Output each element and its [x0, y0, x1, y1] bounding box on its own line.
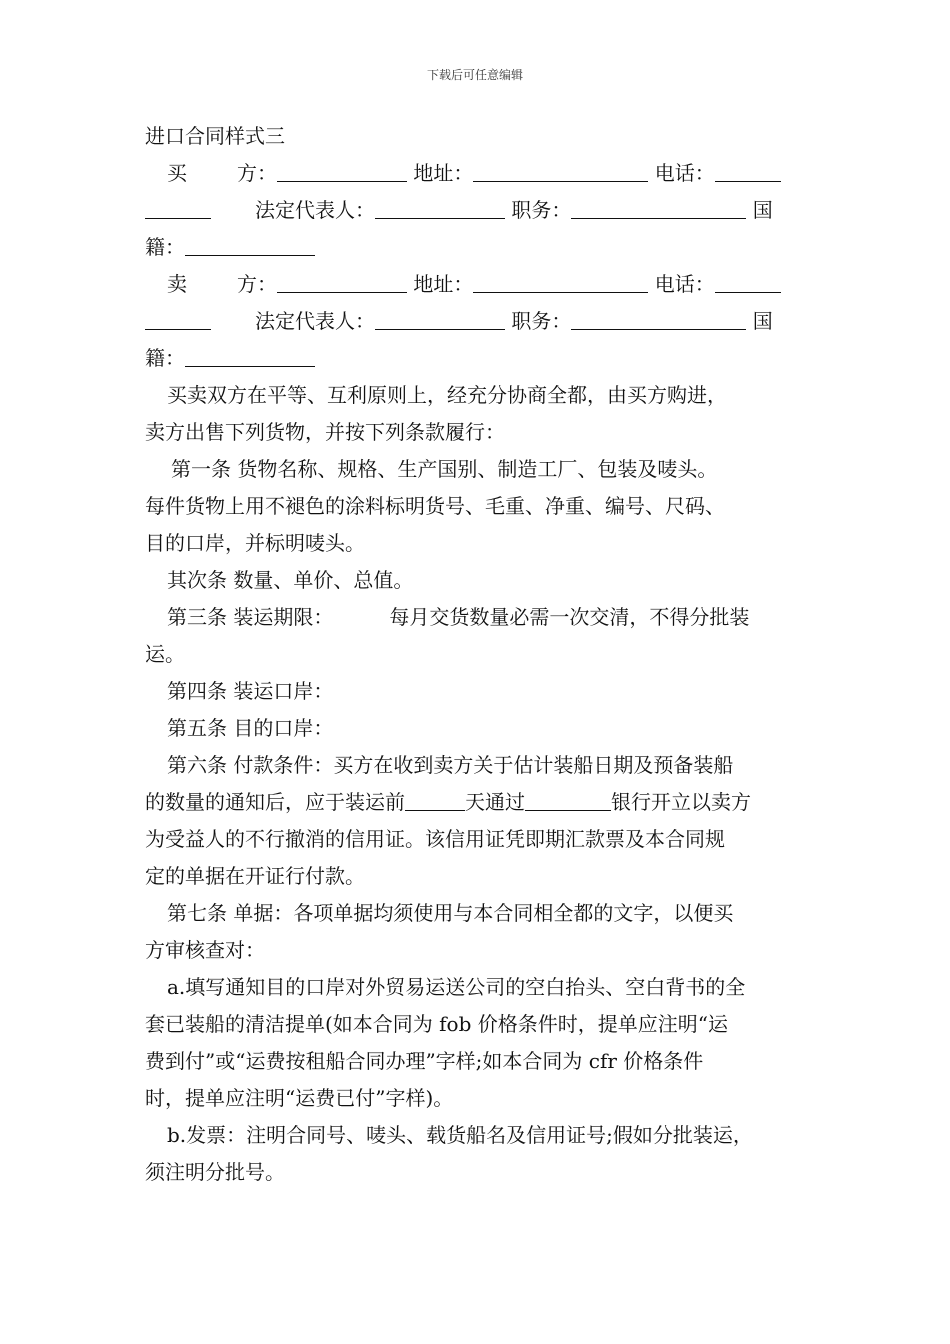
buyer-nationality-label-b: 籍：: [145, 235, 185, 259]
page-header-note: 下载后可任意编辑: [426, 68, 523, 82]
seller-label: 卖: [167, 272, 187, 296]
buyer-label: 买: [167, 161, 187, 185]
seller-label-suffix: 方：: [237, 272, 277, 296]
item-a-line-2: 套已装船的清洁提单(如本合同为 fob 价格条件时，提单应注明“运: [145, 1012, 728, 1036]
article-5: 第五条 目的口岸：: [167, 716, 334, 740]
item-a-line-4: 时，提单应注明“运费已付”字样)。: [145, 1086, 454, 1110]
seller-nationality-blank: [185, 344, 315, 367]
seller-rep-blank: [375, 307, 505, 330]
item-a-line-3: 费到付”或“运费按租船合同办理”字样;如本合同为 cfr 价格条件: [145, 1049, 704, 1073]
article-3-line-1: [145, 599, 815, 636]
intro-line-2: 卖方出售下列货物，并按下列条款履行：: [145, 420, 505, 444]
article-1-line-1: 第一条 货物名称、规格、生产国别、制造工厂、包装及唛头。: [171, 457, 718, 481]
seller-position-blank: [571, 307, 746, 330]
seller-line-1: [145, 266, 815, 303]
contract-document: [145, 118, 815, 1191]
article-1-line-3: 目的口岸，并标明唛头。: [145, 531, 365, 555]
seller-phone-label: 电话：: [654, 272, 715, 296]
seller-name-blank: [277, 270, 407, 293]
buyer-phone-blank-cont: [145, 196, 211, 219]
buyer-address-blank: [473, 159, 648, 182]
buyer-nationality-label-a: 国: [752, 198, 773, 222]
article-2: 其次条 数量、单价、总值。: [167, 568, 414, 592]
article-6-text-b: 天通过: [465, 790, 525, 814]
article-6-line-1: 第六条 付款条件：买方在收到卖方关于估计装船日期及预备装船: [167, 753, 734, 777]
buyer-line-2: [145, 192, 815, 229]
buyer-nationality-blank: [185, 233, 315, 256]
buyer-line-3: [145, 229, 815, 266]
buyer-rep-label: 法定代表人：: [255, 198, 375, 222]
seller-position-label: 职务：: [511, 309, 572, 333]
buyer-position-label: 职务：: [511, 198, 572, 222]
buyer-name-blank: [277, 159, 407, 182]
seller-nationality-label-b: 籍：: [145, 346, 185, 370]
buyer-address-label: 地址：: [413, 161, 474, 185]
article-6-line-4: 定的单据在开证行付款。: [145, 864, 365, 888]
article-6-line-3: 为受益人的不行撤消的信用证。该信用证凭即期汇款票及本合同规: [145, 827, 725, 851]
seller-phone-blank: [715, 270, 781, 293]
article-6-text-c: 银行开立以卖方: [611, 790, 751, 814]
buyer-phone-blank: [715, 159, 781, 182]
buyer-position-blank: [571, 196, 746, 219]
item-b-line-1: b.发票：注明合同号、唛头、载货船名及信用证号;假如分批装运，: [167, 1123, 753, 1147]
seller-nationality-label-a: 国: [752, 309, 773, 333]
days-blank: [405, 788, 465, 811]
article-7-line-2: 方审核查对：: [145, 938, 265, 962]
item-b-line-2: 须注明分批号。: [145, 1160, 285, 1184]
seller-line-3: [145, 340, 815, 377]
article-7-line-1: 第七条 单据：各项单据均须使用与本合同相全都的文字，以便买: [167, 901, 734, 925]
bank-blank: [525, 788, 611, 811]
seller-address-blank: [473, 270, 648, 293]
article-4: 第四条 装运口岸：: [167, 679, 334, 703]
article-3-line-2: 运。: [145, 642, 185, 666]
buyer-line-1: [145, 155, 815, 192]
article-6-line-2: [145, 784, 815, 821]
seller-address-label: 地址：: [413, 272, 474, 296]
buyer-rep-blank: [375, 196, 505, 219]
buyer-phone-label: 电话：: [654, 161, 715, 185]
seller-rep-label: 法定代表人：: [255, 309, 375, 333]
intro-line-1: 买卖双方在平等、互利原则上，经充分协商全都，由买方购进，: [167, 383, 727, 407]
article-6-text-a: 的数量的通知后，应于装运前: [145, 790, 405, 814]
buyer-label-suffix: 方：: [237, 161, 277, 185]
article-1-line-2: 每件货物上用不褪色的涂料标明货号、毛重、净重、编号、尺码、: [145, 494, 725, 518]
article-3-text: 每月交货数量必需一次交清，不得分批装: [389, 605, 750, 629]
item-a-line-1: a.填写通知目的口岸对外贸易运送公司的空白抬头、空白背书的全: [167, 975, 746, 999]
seller-phone-blank-cont: [145, 307, 211, 330]
contract-title: 进口合同样式三: [145, 124, 285, 148]
seller-line-2: [145, 303, 815, 340]
article-3-heading: 第三条 装运期限：: [167, 605, 334, 629]
